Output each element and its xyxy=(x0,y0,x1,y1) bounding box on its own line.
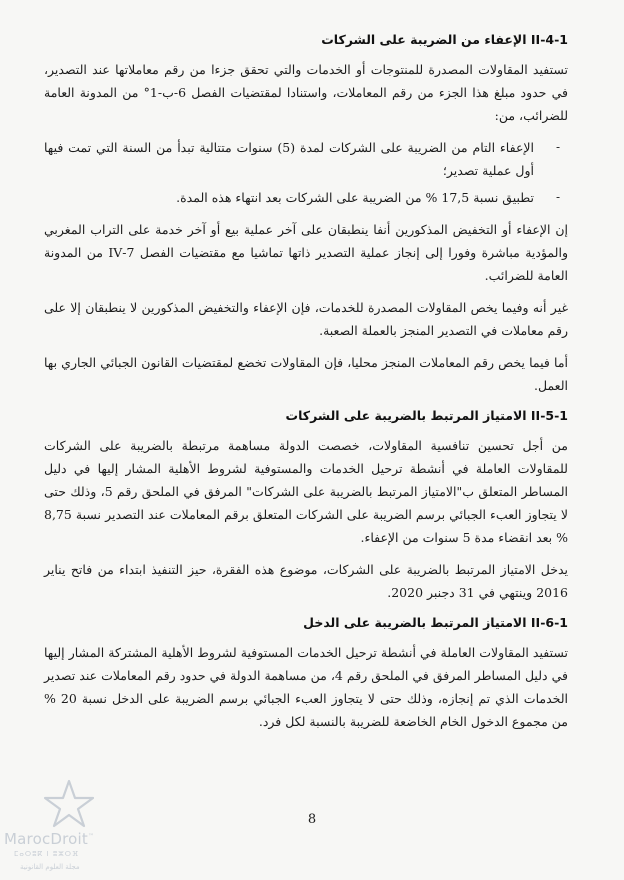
section-intro-exemption: تستفيد المقاولات المصدرة للمنتوجات أو الخدمات والتي تحقق جزءا من رقم معاملاتها عند التصدير، في حدود مبلغ هذا الجزء من رقم المعاملات، واستنادا لمقتضيات الفصل 6-ب-1° من المدونة العامة للضرائب، من: xyxy=(44,62,569,123)
page-number: 8 xyxy=(307,812,317,827)
dash-bullet-icon: - xyxy=(555,190,560,204)
watermark-tm: ™ xyxy=(88,833,95,840)
bullet-text: الإعفاء التام من الضريبة على الشركات لمدة (5) سنوات متتالية تبدأ من السنة التي تمت فيها أول عملية تصدير؛ xyxy=(44,140,534,178)
exemption-bullet-list xyxy=(44,136,568,209)
paragraph: يدخل الامتياز المرتبط بالضريبة على الشركات، موضوع هذه الفقرة، حيز التنفيذ ابتداء من فاتح يناير 2016 وينتهي في 31 دجنبر 2020. xyxy=(44,562,568,600)
watermark-brand-name xyxy=(4,830,94,848)
paragraph: إن الإعفاء أو التخفيض المذكورين أنفا ينطبقان على آخر عملية بيع أو آخر خدمة على التراب المغربي والمؤدية مباشرة وفورا إلى إنجاز عملية التصدير ذاتها تماشيا مع مقتضيات الفصل 7-IV من المدونة العامة للضرائب. xyxy=(44,222,568,283)
section-heading-exemption: 4-1-II الإعفاء من الضريبة على الشركات xyxy=(321,32,568,47)
marocdroit-watermark xyxy=(0,770,110,880)
bullet-item xyxy=(44,136,568,182)
dash-bullet-icon: - xyxy=(555,140,560,154)
bullet-text: تطبيق نسبة 17,5 % من الضريبة على الشركات بعد انتهاء هذه المدة. xyxy=(176,190,534,205)
bullet-item xyxy=(44,186,568,209)
moroccan-star-logo-icon xyxy=(44,778,94,828)
watermark-arabic-tagline: مجلة العلوم القانونية xyxy=(20,863,80,871)
section-heading-corporate-tax-privilege: 5-1-II الامتياز المرتبط بالضريبة على الشركات xyxy=(285,408,568,423)
paragraph: من أجل تحسين تنافسية المقاولات، خصصت الدولة مساهمة مرتبطة بالضريبة على الشركات للمقاولات العاملة في أنشطة ترحيل الخدمات والمستوفية لشروط الأهلية المشار إليها في دليل المساطر المتعلق ب"الامتياز المرتبط بالضريبة على الشركات" المرفق في الملحق رقم 5، وذلك حتى لا يتجاوز العبء الجبائي برسم الضريبة على الشركات المتعلق برقم المعاملات عند التصدير نسبة 8,75 % بعد انقضاء مدة 5 سنوات من الإعفاء. xyxy=(44,438,568,545)
watermark-tifinagh-text: ⵎⴰⵔⵓⴽ ⵏ ⵓⵣⵔⴼ xyxy=(14,850,80,858)
watermark-name-text: MarocDroit xyxy=(4,830,89,848)
document-body xyxy=(44,30,568,742)
paragraph: غير أنه وفيما يخص المقاولات المصدرة للخدمات، فإن الإعفاء والتخفيض المذكورين لا ينطبقان إلا على رقم معاملات في التصدير المنجز بالعملة الصعبة. xyxy=(44,300,568,338)
section-heading-income-tax-privilege: 6-1-II الامتياز المرتبط بالضريبة على الدخل xyxy=(303,615,568,630)
paragraph: تستفيد المقاولات العاملة في أنشطة ترحيل الخدمات المستوفية لشروط الأهلية المشتركة المشار إليها في دليل المساطر المرفق في الملحق رقم 4، من مساهمة الدولة في حدود رقم المعاملات عند تصدير الخدمات الذي تم إنجازه، وذلك حتى لا يتجاوز العبء الجبائي برسم الضريبة على الدخل نسبة 20 % من مجموع الدخول الخام الخاضعة للضريبة بالنسبة لكل فرد. xyxy=(44,645,568,729)
paragraph: أما فيما يخص رقم المعاملات المنجز محليا، فإن المقاولات تخضع لمقتضيات القانون الجبائي الجاري بها العمل. xyxy=(44,355,568,393)
